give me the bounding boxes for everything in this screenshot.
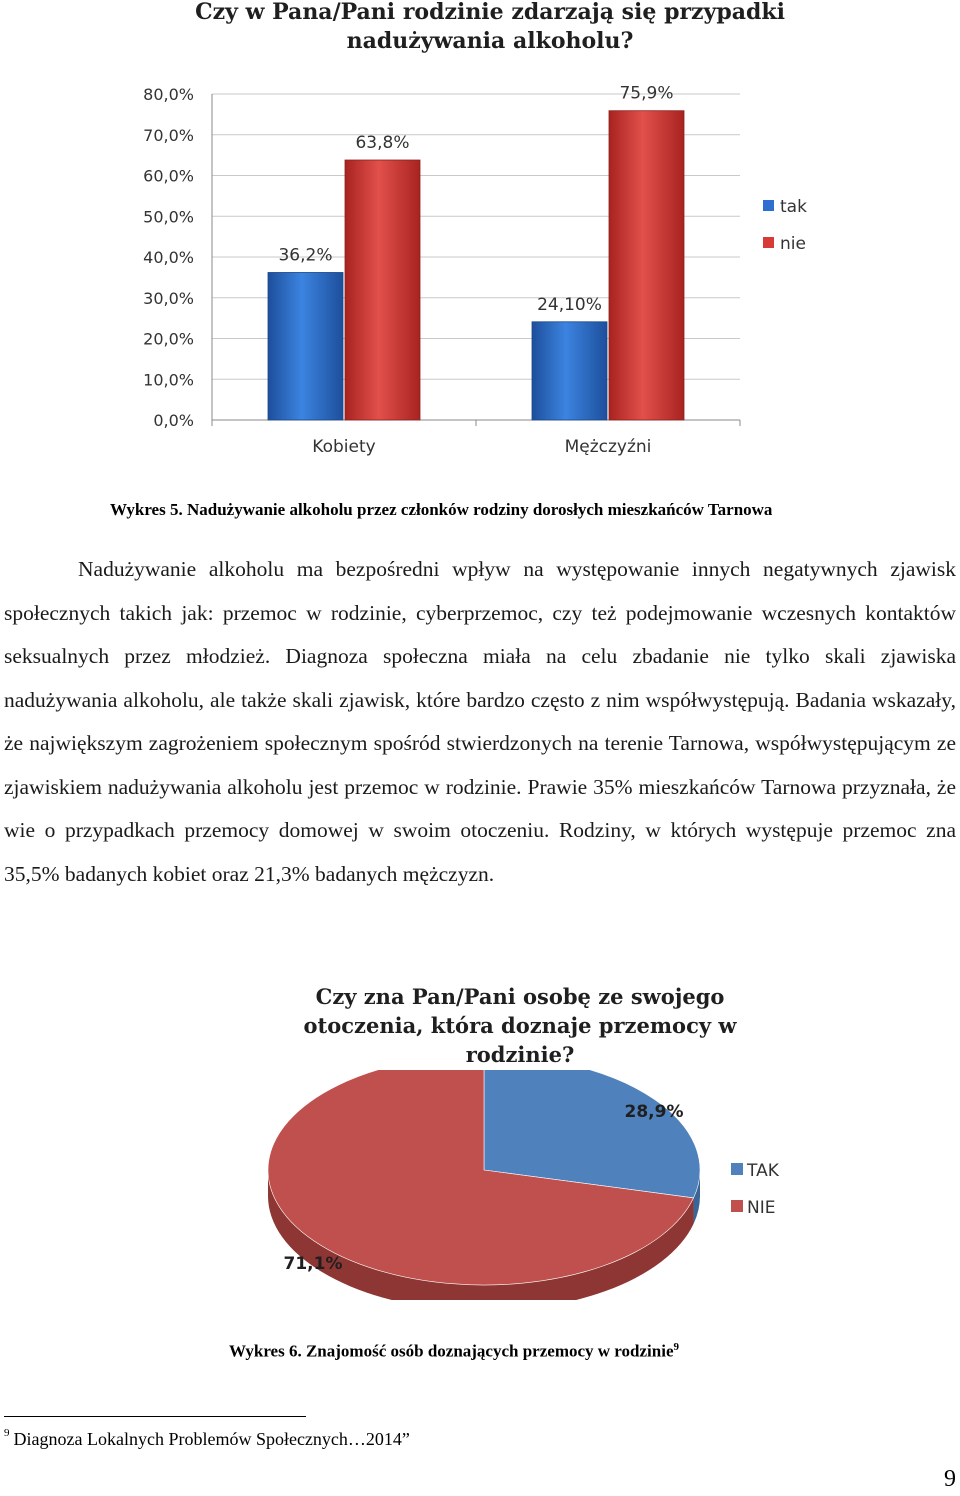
y-tick-label: 80,0% <box>143 85 194 104</box>
bar-nie-mężczyźni <box>609 111 684 420</box>
legend-label: tak <box>780 197 807 217</box>
data-label: 75,9% <box>619 83 674 104</box>
legend-label: NIE <box>747 1198 776 1218</box>
legend-swatch <box>731 1163 743 1175</box>
y-tick-label: 20,0% <box>143 329 194 349</box>
bar-chart <box>0 0 960 470</box>
chart-caption: Wykres 5. Nadużywanie alkoholu przez członków rodziny dorosłych mieszkańców Tarnowa <box>110 500 773 519</box>
pie-chart <box>0 1070 960 1300</box>
bar-chart-title: Czy w Pana/Pani rodzinie zdarzają się przypadki nadużywania alkoholu? <box>195 0 785 54</box>
legend-swatch <box>731 1200 743 1212</box>
y-tick-label: 0,0% <box>153 411 194 430</box>
footnote-ref: 9 <box>673 1341 679 1353</box>
y-tick-label: 40,0% <box>143 248 194 267</box>
bar-tak-mężczyźni <box>532 322 607 420</box>
body-paragraph: Nadużywanie alkoholu ma bezpośredni wpływ na występowanie innych negatywnych zjawisk społecznych takich jak: przemoc w rodzinie, cyberprzemoc, czy też podejmowanie wczesnych kontaktów seksualnych przez młodzież. Diagnoza społeczna miała na celu zbadanie nie tylko skali zjawiska nadużywania alkoholu, ale także skali zjawisk, które bardzo często z nim współwystępują. Badania wskazały, że największym zagrożeniem społecznym spośród stwierdzonych na terenie Tarnowa, współwystępującym ze zjawiskiem nadużywania alkoholu jest przemoc w rodzinie. Prawie 35% mieszkańców Tarnowa przyznała, że wie o przypadkach przemocy domowej w swoim otoczeniu. Rodziny, w których występuje przemoc zna 35,5% badanych kobiet oraz 21,3% badanych mężczyzn. <box>4 557 956 886</box>
legend-swatch <box>763 237 774 248</box>
legend-label: TAK <box>747 1161 779 1181</box>
page-number: 9 <box>944 1466 956 1492</box>
data-label: 36,2% <box>278 245 333 266</box>
y-tick-label: 60,0% <box>143 166 194 186</box>
y-tick-label: 70,0% <box>143 125 194 145</box>
x-tick-label: Mężczyźni <box>564 437 652 457</box>
legend-label: nie <box>780 234 806 254</box>
caption-text: Wykres 6. Znajomość osób doznających przemocy w rodzinie <box>229 1341 674 1361</box>
y-tick-label: 50,0% <box>143 207 194 227</box>
pie-chart-title: Czy zna Pan/Pani osobę ze swojego otoczenia, która doznaje przemocy w rodzinie? <box>303 984 737 1067</box>
chart-caption <box>229 1341 679 1362</box>
y-tick-label: 10,0% <box>143 370 194 390</box>
bar-nie-kobiety <box>345 160 420 420</box>
data-label: 71,1% <box>283 1254 343 1274</box>
footnote-divider <box>4 1416 306 1417</box>
footnote-text: Diagnoza Lokalnych Problemów Społecznych…2014” <box>13 1429 410 1449</box>
data-label: 63,8% <box>355 133 410 154</box>
bar-tak-kobiety <box>268 272 343 420</box>
footnote-number: 9 <box>4 1427 10 1439</box>
x-tick-label: Kobiety <box>312 437 376 457</box>
data-label: 24,10% <box>537 294 602 315</box>
data-label: 28,9% <box>624 1102 684 1122</box>
y-tick-label: 30,0% <box>143 288 194 308</box>
legend-swatch <box>763 200 774 211</box>
footnote <box>4 1429 410 1450</box>
